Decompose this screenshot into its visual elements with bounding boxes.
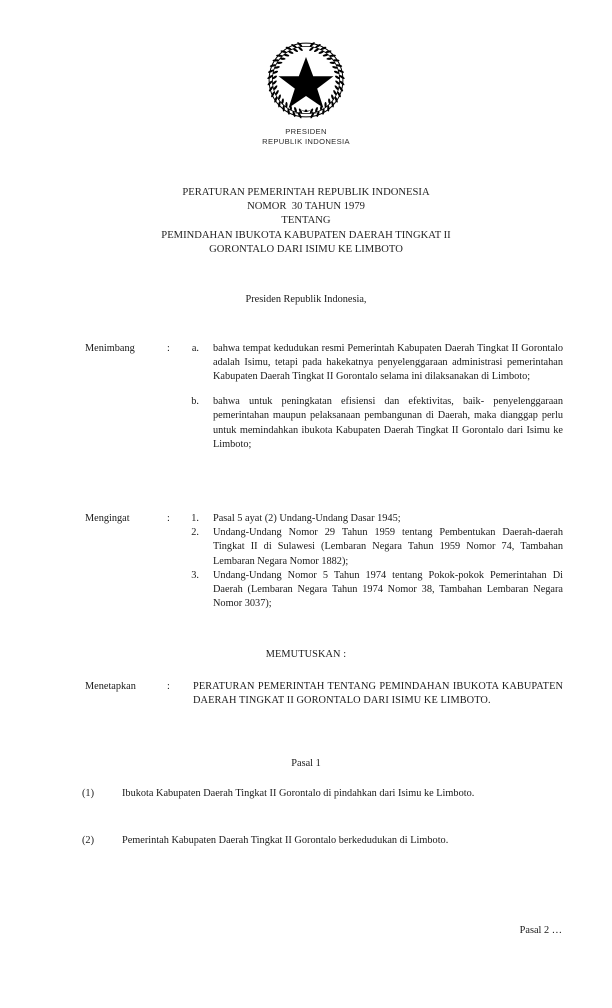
menimbang-section [85,342,563,452]
mengingat-item-marker: 1. [191,513,199,524]
menetapkan-colon: : [167,681,170,692]
mengingat-label: Mengingat [85,513,130,524]
page-continuation-note: Pasal 2 … [519,925,562,936]
pasal-1-heading: Pasal 1 [291,758,321,769]
menimbang-colon: : [167,343,170,354]
presidential-emblem-block [0,38,612,146]
title-line-subject-2: GORONTALO DARI ISIMU KE LIMBOTO [209,243,403,255]
menimbang-item-text: bahwa untuk peningkatan efisiensi dan efektivitas, baik- penyelenggaraan pemerintahan maupun pelaksanaan pembangunan di Daerah, maka dianggap perlu untuk memindahkan ibukota Kabupaten Daerah Tingkat II Gorontalo dari Isimu ke Limboto; [213,396,563,450]
pasal-1-paragraph-number: (2) [82,835,95,846]
indonesian-presidential-star-wreath-emblem [265,38,347,122]
menimbang-item [85,342,563,385]
pasal-1-paragraph-text: Pemerintah Kabupaten Daerah Tingkat II Gorontalo berkedudukan di Limboto. [122,835,449,846]
mengingat-item [85,569,563,612]
mengingat-item-text: Undang-Undang Nomor 29 Tahun 1959 tentang Pembentukan Daerah-daerah Tingkat II di Sulawesi (Lembaran Negara Tahun 1959 Nomor 74, Tambahan Lembaran Negara Nomor 1882); [213,527,563,567]
menetapkan-label: Menetapkan [85,681,136,692]
menimbang-item-text: bahwa tempat kedudukan resmi Pemerintah Kabupaten Daerah Tingkat II Gorontalo adalah Isimu, tetapi pada hakekatnya penyelenggaraan administrasi pemerintahan Kabupaten Daerah Tingkat II Gorontalo selama ini dilaksanakan di Limboto; [213,343,563,383]
emblem-caption-line-1: PRESIDEN [285,127,327,136]
memutuskan-heading: MEMUTUSKAN : [265,649,347,660]
mengingat-item-marker: 2. [191,527,199,539]
title-line-number: NOMOR 30 TAHUN 1979 [247,201,365,213]
mengingat-section [85,512,563,611]
mengingat-item-marker: 3. [191,569,199,581]
signatory-heading: Presiden Republik Indonesia, [245,294,367,305]
menetapkan-item [85,680,563,708]
mengingat-colon: : [167,513,170,524]
mengingat-item-text: Undang-Undang Nomor 5 Tahun 1974 tentang Pokok-pokok Pemerintahan Di Daerah (Lembaran Negara Tahun 1974 Nomor 38, Tambahan Lembaran Negara Nomor 3037); [213,569,563,610]
menimbang-item-marker: b. [191,396,199,408]
emblem-caption-line-2: REPUBLIK INDONESIA [262,136,350,146]
menimbang-label: Menimbang [85,343,135,354]
mengingat-item [85,512,563,526]
pasal-1-paragraph [82,834,563,848]
title-line-subject-1: PEMINDAHAN IBUKOTA KABUPATEN DAERAH TINGKAT II [161,229,451,241]
mengingat-item [85,526,563,569]
title-line-tentang: TENTANG [281,215,331,227]
title-line-regulation: PERATURAN PEMERINTAH REPUBLIK INDONESIA [182,187,430,198]
emblem-caption [0,127,612,146]
menetapkan-section [85,680,563,708]
mengingat-item-text: Pasal 5 ayat (2) Undang-Undang Dasar 1945; [213,513,401,524]
pasal-1-paragraph-number: (1) [82,788,95,799]
menetapkan-text: PERATURAN PEMERINTAH TENTANG PEMINDAHAN IBUKOTA KABUPATEN DAERAH TINGKAT II GORONTALO DARI ISIMU KE LIMBOTO. [193,681,563,707]
menimbang-item-marker: a. [191,343,199,354]
document-title [0,186,612,257]
pasal-1-paragraph-text: Ibukota Kabupaten Daerah Tingkat II Gorontalo di pindahkan dari Isimu ke Limboto. [122,788,475,799]
pasal-1-paragraph [82,787,563,801]
menimbang-item [85,395,563,452]
